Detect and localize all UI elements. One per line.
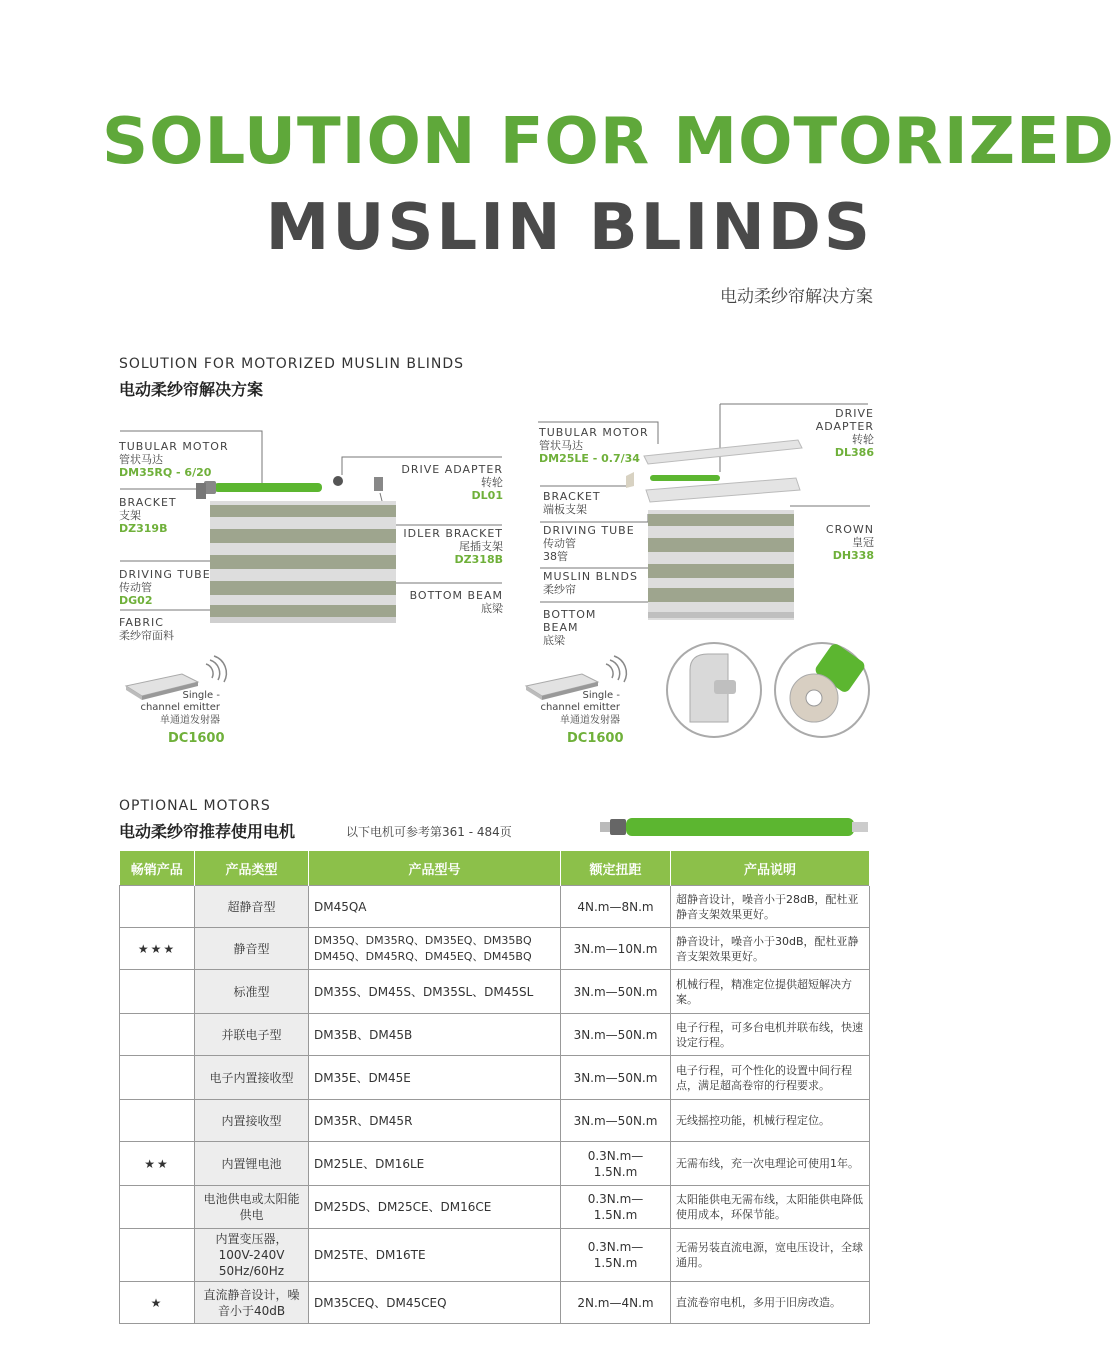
- right-crown-en: CROWN: [825, 523, 874, 536]
- row-torque: 3N.m—10N.m: [561, 928, 671, 970]
- table-row: [120, 1056, 870, 1100]
- row-desc: 直流卷帘电机，多用于旧房改造。: [671, 1282, 870, 1324]
- right-driving-tube-en: DRIVING TUBE: [543, 524, 635, 537]
- left-fabric-cn: 柔纱帘面料: [119, 629, 174, 642]
- section1-title-en: SOLUTION FOR MOTORIZED MUSLIN BLINDS: [119, 356, 465, 372]
- row-torque: 3N.m—50N.m: [561, 1014, 671, 1056]
- right-muslin-en: MUSLIN BLNDS: [543, 570, 638, 583]
- title-line-1: SOLUTION FOR MOTORIZED: [102, 105, 1115, 179]
- row-desc: 无需布线，充一次电理论可使用1年。: [671, 1142, 870, 1186]
- left-driving-tube-code: DG02: [119, 594, 153, 607]
- right-crown-cn: 皇冠: [852, 536, 874, 549]
- right-bracket-cn: 端板支架: [543, 503, 587, 516]
- left-label-tubular-motor: [119, 440, 229, 479]
- table-row: [120, 928, 870, 970]
- row-model: DM35Q、DM35RQ、DM35EQ、DM35BQ DM45Q、DM45RQ、DM45EQ、DM45BQ: [309, 928, 561, 970]
- row-torque: 3N.m—50N.m: [561, 1056, 671, 1100]
- right-bracket-en: BRACKET: [543, 490, 601, 503]
- right-label-bracket: [543, 490, 601, 516]
- left-label-bracket: [119, 496, 177, 535]
- right-drive-adapter-cn: 转轮: [852, 433, 874, 446]
- row-desc: 机械行程，精准定位提供超短解决方案。: [671, 970, 870, 1014]
- left-idler-bracket-code: DZ318B: [454, 553, 503, 566]
- row-stars: [120, 886, 195, 928]
- table-row: [120, 1282, 870, 1324]
- right-emitter-cn: 单通道发射器: [560, 715, 620, 726]
- section2-title-cn: 电动柔纱帘推荐使用电机: [119, 822, 296, 841]
- row-torque: 3N.m—50N.m: [561, 1100, 671, 1142]
- section2-title-en: OPTIONAL MOTORS: [119, 798, 271, 814]
- row-type: 标准型: [195, 970, 309, 1014]
- row-torque: 0.3N.m—1.5N.m: [561, 1142, 671, 1186]
- row-stars: [120, 1229, 195, 1282]
- row-model: DM35B、DM45B: [309, 1014, 561, 1056]
- row-stars: [120, 1186, 195, 1229]
- row-model: DM35CEQ、DM45CEQ: [309, 1282, 561, 1324]
- row-stars: ★: [120, 1282, 195, 1324]
- right-crown-code: DH338: [832, 549, 874, 562]
- row-model: DM25DS、DM25CE、DM16CE: [309, 1186, 561, 1229]
- row-type: 并联电子型: [195, 1014, 309, 1056]
- left-driving-tube-en: DRIVING TUBE: [119, 568, 211, 581]
- right-emitter-en1: Single -: [582, 690, 620, 701]
- right-bottom-beam-en1: BOTTOM: [543, 608, 597, 621]
- row-desc: 超静音设计，噪音小于28dB，配杜亚静音支架效果更好。: [671, 886, 870, 928]
- header-desc: 产品说明: [671, 851, 870, 886]
- left-bottom-beam-cn: 底梁: [481, 602, 503, 615]
- left-drive-adapter-cn: 转轮: [481, 476, 503, 489]
- right-label-crown: [826, 523, 874, 562]
- row-desc: 电子行程，可个性化的设置中间行程点，满足超高卷帘的行程要求。: [671, 1056, 870, 1100]
- row-torque: 0.3N.m—1.5N.m: [561, 1229, 671, 1282]
- row-torque: 2N.m—4N.m: [561, 1282, 671, 1324]
- motors-table: [119, 851, 870, 1324]
- right-bottom-beam-en2: BEAM: [543, 621, 579, 634]
- end-cap-closeup: [664, 640, 764, 740]
- right-emitter-code: DC1600: [567, 731, 624, 746]
- motor-image: [598, 812, 870, 842]
- row-desc: 无需另装直流电源，宽电压设计，全球通用。: [671, 1229, 870, 1282]
- header-torque: 额定扭距: [561, 851, 671, 886]
- right-drive-adapter-en1: DRIVE: [835, 407, 874, 420]
- section2-note: 以下电机可参考第361 - 484页: [346, 825, 512, 839]
- row-stars: ★★: [120, 1142, 195, 1186]
- right-label-tubular-motor: [539, 426, 649, 465]
- left-label-drive-adapter: [401, 463, 503, 502]
- table-row: [120, 1100, 870, 1142]
- section1-title-cn: 电动柔纱帘解决方案: [119, 380, 264, 399]
- row-type: 内置接收型: [195, 1100, 309, 1142]
- row-stars: [120, 970, 195, 1014]
- left-tubular-motor-en: TUBULAR MOTOR: [119, 440, 229, 453]
- row-desc: 太阳能供电无需布线，太阳能供电降低使用成本，环保节能。: [671, 1186, 870, 1229]
- table-header-row: [120, 851, 870, 886]
- table-row: [120, 1186, 870, 1229]
- title-cn: 电动柔纱帘解决方案: [720, 287, 873, 307]
- left-label-fabric: [119, 616, 174, 642]
- right-tubular-motor-code: DM25LE - 0.7/34: [539, 452, 640, 465]
- row-stars: [120, 1014, 195, 1056]
- row-desc: 静音设计，噪音小于30dB，配杜亚静音支架效果更好。: [671, 928, 870, 970]
- left-label-bottom-beam: [410, 589, 503, 615]
- right-driving-tube-cn2: 38管: [543, 550, 568, 563]
- left-label-idler-bracket: [403, 527, 503, 566]
- right-tubular-motor-cn: 管状马达: [539, 439, 583, 452]
- left-emitter-label: [120, 690, 220, 727]
- row-stars: ★★★: [120, 928, 195, 970]
- header-type: 产品类型: [195, 851, 309, 886]
- row-type: 内置锂电池: [195, 1142, 309, 1186]
- left-emitter-en1: Single -: [182, 690, 220, 701]
- row-type: 电池供电或太阳能供电: [195, 1186, 309, 1229]
- row-type: 直流静音设计，噪音小于40dB: [195, 1282, 309, 1324]
- header-model: 产品型号: [309, 851, 561, 886]
- row-torque: 4N.m—8N.m: [561, 886, 671, 928]
- table-row: [120, 886, 870, 928]
- row-model: DM25TE、DM16TE: [309, 1229, 561, 1282]
- left-bottom-beam-en: BOTTOM BEAM: [409, 589, 503, 602]
- right-drive-adapter-code: DL386: [834, 446, 874, 459]
- row-stars: [120, 1056, 195, 1100]
- header-bestseller: 畅销产品: [120, 851, 195, 886]
- crown-closeup: [772, 640, 872, 740]
- right-bottom-beam-cn: 底梁: [543, 634, 565, 647]
- left-emitter-code: DC1600: [168, 731, 225, 746]
- row-model: DM25LE、DM16LE: [309, 1142, 561, 1186]
- left-fabric-en: FABRIC: [119, 616, 164, 629]
- row-desc: 无线摇控功能，机械行程定位。: [671, 1100, 870, 1142]
- row-torque: 0.3N.m—1.5N.m: [561, 1186, 671, 1229]
- row-model: DM35R、DM45R: [309, 1100, 561, 1142]
- left-bracket-code: DZ319B: [119, 522, 168, 535]
- right-drive-adapter-en2: ADAPTER: [815, 420, 874, 433]
- left-emitter-cn: 单通道发射器: [160, 715, 220, 726]
- left-emitter-en2: channel emitter: [140, 702, 220, 713]
- row-type: 电子内置接收型: [195, 1056, 309, 1100]
- left-drive-adapter-en: DRIVE ADAPTER: [401, 463, 503, 476]
- right-label-driving-tube: [543, 524, 635, 563]
- left-tubular-motor-cn: 管状马达: [119, 453, 163, 466]
- left-tubular-motor-code: DM35RQ - 6/20: [119, 466, 212, 479]
- row-stars: [120, 1100, 195, 1142]
- row-model: DM35S、DM45S、DM35SL、DM45SL: [309, 970, 561, 1014]
- table-row: [120, 970, 870, 1014]
- table-row: [120, 1014, 870, 1056]
- left-idler-bracket-en: IDLER BRACKET: [403, 527, 503, 540]
- row-model: DM45QA: [309, 886, 561, 928]
- right-label-bottom-beam: [543, 608, 596, 647]
- table-row: [120, 1142, 870, 1186]
- left-drive-adapter-code: DL01: [471, 489, 503, 502]
- right-label-muslin: [543, 570, 638, 596]
- right-tubular-motor-en: TUBULAR MOTOR: [539, 426, 649, 439]
- right-emitter-label: [520, 690, 620, 727]
- left-idler-bracket-cn: 尾插支架: [459, 540, 503, 553]
- right-emitter-en2: channel emitter: [540, 702, 620, 713]
- right-muslin-cn: 柔纱帘: [543, 583, 576, 596]
- row-type: 内置变压器，100V-240V 50Hz/60Hz: [195, 1229, 309, 1282]
- left-label-driving-tube: [119, 568, 211, 607]
- title-line-2: MUSLIN BLINDS: [265, 191, 873, 265]
- row-model: DM35E、DM45E: [309, 1056, 561, 1100]
- row-torque: 3N.m—50N.m: [561, 970, 671, 1014]
- left-driving-tube-cn: 传动管: [119, 581, 152, 594]
- row-desc: 电子行程，可多台电机并联布线，快速设定行程。: [671, 1014, 870, 1056]
- left-bracket-cn: 支架: [119, 509, 141, 522]
- right-label-drive-adapter: [816, 407, 874, 459]
- table-row: [120, 1229, 870, 1282]
- right-driving-tube-cn: 传动管: [543, 537, 576, 550]
- row-type: 超静音型: [195, 886, 309, 928]
- left-bracket-en: BRACKET: [119, 496, 177, 509]
- row-type: 静音型: [195, 928, 309, 970]
